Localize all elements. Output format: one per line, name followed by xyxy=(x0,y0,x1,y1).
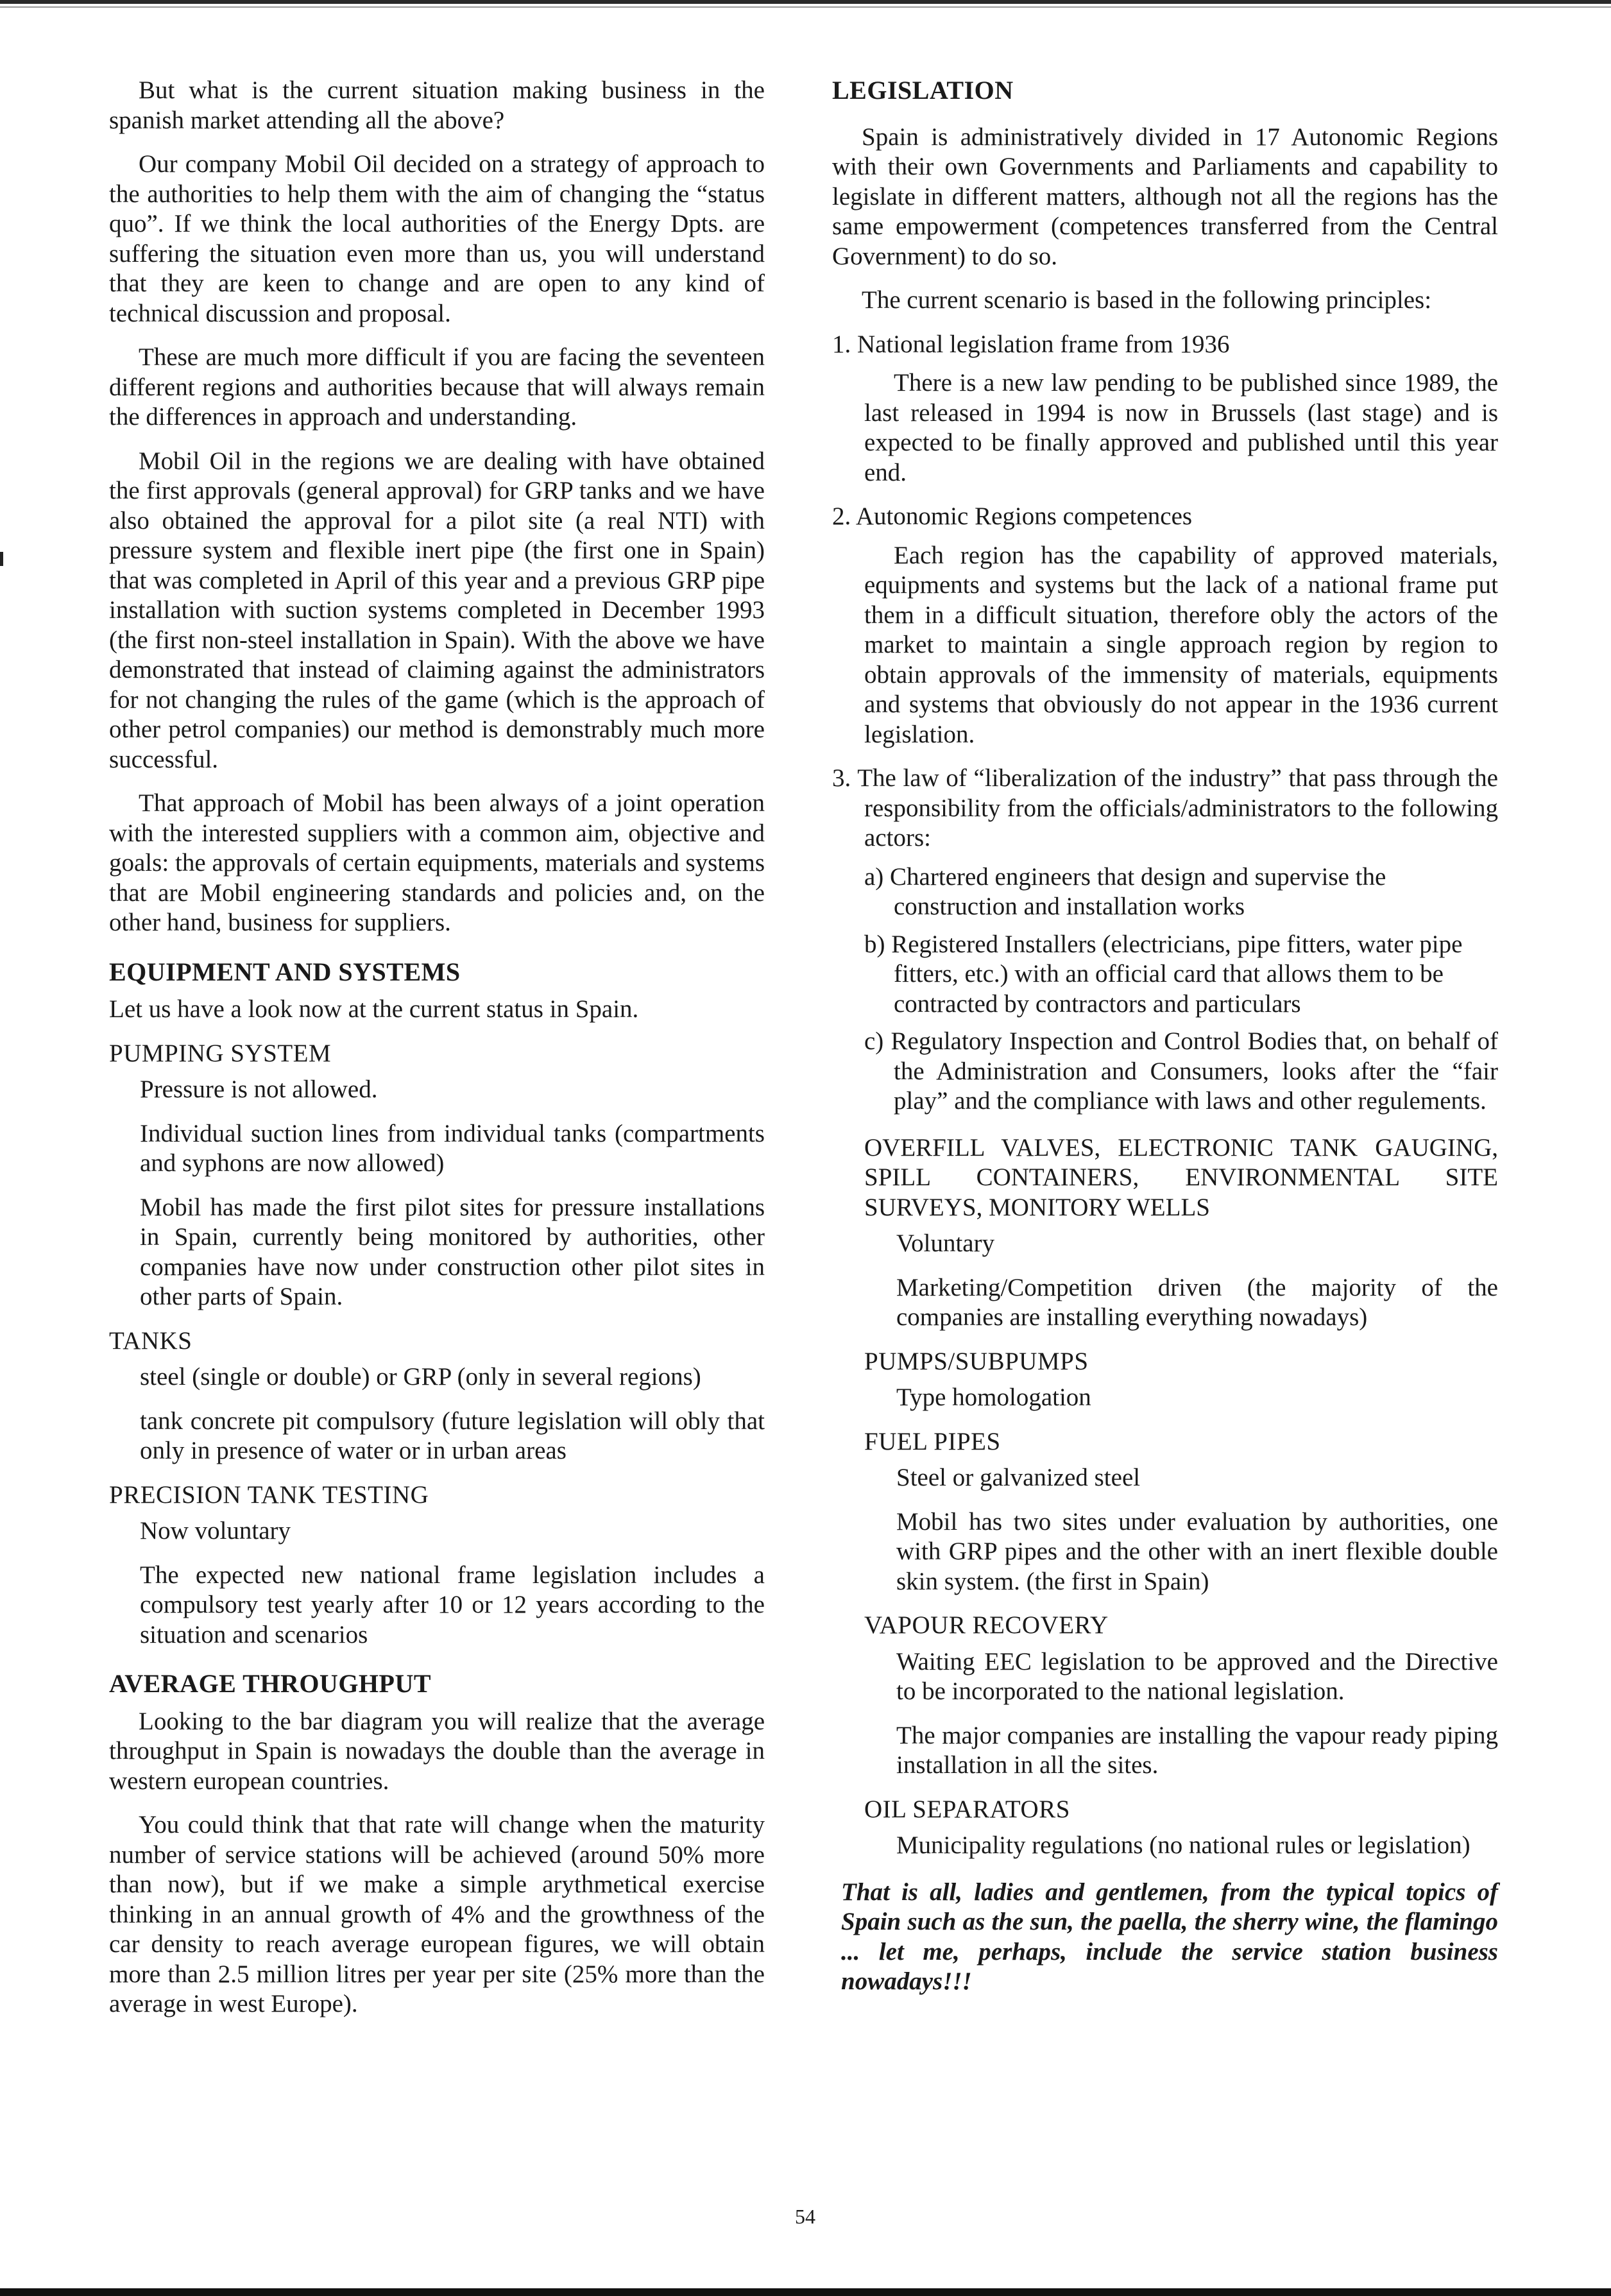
vapour-recovery-text-1: Waiting EEC legislation to be approved and the Directive to be incorporated to the national legislation. xyxy=(896,1647,1498,1705)
vapour-recovery-text-2: The major companies are installing the vapour ready piping installation in all the sites. xyxy=(896,1721,1498,1779)
tanks-heading: TANKS xyxy=(109,1326,192,1355)
principle-3-item-a: a) Chartered engineers that design and supervise the construction and installation works xyxy=(864,862,1386,920)
principle-2-title: 2. Autonomic Regions competences xyxy=(832,502,1193,530)
principle-3-title: 3. The law of “liberalization of the industry” that pass through the responsibility from the officials/administrators to the following actors: xyxy=(832,764,1498,852)
equipment-heading: EQUIPMENT AND SYSTEMS xyxy=(109,957,461,986)
principle-1-body: There is a new law pending to be published since 1989, the last released in 1994 is now in Brussels (last stage) and is expected to be finally approved and published until this year end. xyxy=(864,369,1498,486)
tank-testing-text-2: The expected new national frame legislation includes a compulsory test yearly after 10 or 12 years according to the situation and scenarios xyxy=(140,1561,765,1649)
throughput-text-2: You could think that that rate will change when the maturity number of service stations will be achieved (around 50% more than now), but if we make a simple arythmetical exercise thinking in an annual growth of 4% and the growthness of the car density to reach average european figures, we will obtain more than 2.5 million litres per year per site (25% more than the average in west Europe). xyxy=(109,1811,765,2018)
oil-separators-text-1: Municipality regulations (no national rules or legislation) xyxy=(896,1831,1470,1859)
pumping-text-1: Pressure is not allowed. xyxy=(140,1075,378,1103)
regions-paragraph: These are much more difficult if you are facing the seventeen different regions and authorities because that will always remain the differences in approach and understanding. xyxy=(109,343,765,431)
tanks-text-1: steel (single or double) or GRP (only in several regions) xyxy=(140,1363,701,1391)
top-border-rule xyxy=(0,0,1611,4)
fuel-pipes-text-2: Mobil has two sites under evaluation by authorities, one with GRP pipes and the other with an inert flexible double skin system. (the first in Spain) xyxy=(896,1507,1498,1595)
overfill-text-2: Marketing/Competition driven (the majority of the companies are installing everything nowadays) xyxy=(896,1273,1498,1331)
bottom-border-rule xyxy=(0,2288,1611,2296)
top-border-thin-rule xyxy=(0,6,1611,8)
pumping-text-3: Mobil has made the first pilot sites for pressure installations in Spain, currently being monitored by authorities, other companies have now under construction other pilot sites in other parts of Spain. xyxy=(140,1193,765,1310)
intro-paragraph: But what is the current situation making business in the spanish market attending all the above? xyxy=(109,76,765,134)
throughput-heading: AVERAGE THROUGHPUT xyxy=(109,1669,432,1698)
left-column xyxy=(109,76,765,2034)
throughput-text-1: Looking to the bar diagram you will realize that the average throughput in Spain is nowadays the double than the average in western european countries. xyxy=(109,1707,765,1795)
overfill-text-1: Voluntary xyxy=(896,1229,995,1257)
scan-margin-mark xyxy=(0,552,3,566)
pumps-text-1: Type homologation xyxy=(896,1384,1091,1411)
fuel-pipes-text-1: Steel or galvanized steel xyxy=(896,1464,1141,1491)
tank-testing-heading: PRECISION TANK TESTING xyxy=(109,1480,429,1509)
closing-remark: That is all, ladies and gentlemen, from the typical topics of Spain such as the sun, the paella, the sherry wine, the flamingo ... let me, perhaps, include the service station business nowadays!!! xyxy=(841,1878,1498,1995)
equipment-intro: Let us have a look now at the current status in Spain. xyxy=(109,995,639,1023)
principle-2-body: Each region has the capability of approved materials, equipments and systems but the lack of a national frame put them in a difficult situation, therefore obly the actors of the market to maintain a single approach region by region to obtain approvals of the immensity of materials, equipments and systems that obviously do not appear in the 1936 current legislation. xyxy=(864,541,1498,748)
vapour-recovery-heading: VAPOUR RECOVERY xyxy=(864,1611,1109,1639)
legislation-heading: LEGISLATION xyxy=(832,76,1014,105)
tank-testing-text-1: Now voluntary xyxy=(140,1517,291,1545)
overfill-heading: OVERFILL VALVES, ELECTRONIC TANK GAUGING, SPILL CONTAINERS, ENVIRONMENTAL SITE SURVEYS, MONITORY WELLS xyxy=(864,1133,1498,1221)
page-number: 54 xyxy=(795,2205,815,2228)
right-column xyxy=(832,76,1498,2011)
joint-operation-paragraph: That approach of Mobil has been always of a joint operation with the interested suppliers with a common aim, objective and goals: the approvals of certain equipments, materials and systems that are Mobil engineering standards and policies and, on the other hand, business for suppliers. xyxy=(109,789,765,936)
oil-separators-heading: OIL SEPARATORS xyxy=(864,1795,1070,1823)
fuel-pipes-heading: FUEL PIPES xyxy=(864,1427,1001,1455)
pumping-heading: PUMPING SYSTEM xyxy=(109,1039,332,1067)
pumping-text-2: Individual suction lines from individual tanks (compartments and syphons are now allowed) xyxy=(140,1119,765,1177)
legislation-principles: The current scenario is based in the following principles: xyxy=(862,286,1432,314)
approvals-paragraph: Mobil Oil in the regions we are dealing with have obtained the first approvals (general approval) for GRP tanks and we have also obtained the approval for a pilot site (a real NTI) with pressure system and flexible inert pipe (the first one in Spain) that was completed in April of this year and a previous GRP pipe installation with suction systems completed in December 1993 (the first non-steel installation in Spain). With the above we have demonstrated that instead of claiming against the administrators for not changing the rules of the game (which is the approach of other petrol companies) our method is demonstrably much more successful. xyxy=(109,447,765,773)
principle-1-title: 1. National legislation frame from 1936 xyxy=(832,330,1230,358)
tanks-text-2: tank concrete pit compulsory (future legislation will obly that only in presence of water or in urban areas xyxy=(140,1407,765,1464)
principle-3-item-c: c) Regulatory Inspection and Control Bodies that, on behalf of the Administration and Consumers, looks after the “fair play” and the compliance with laws and other regulements. xyxy=(864,1027,1498,1115)
legislation-intro: Spain is administratively divided in 17 Autonomic Regions with their own Governments and Parliaments and capability to legislate in different matters, although not all the regions has the same empowerment (competences transferred from the Central Government) to do so. xyxy=(832,123,1498,270)
principle-3-item-b: b) Registered Installers (electricians, pipe fitters, water pipe fitters, etc.) with an official card that allows them to be contracted by contractors and particulars xyxy=(864,930,1463,1018)
pumps-heading: PUMPS/SUBPUMPS xyxy=(864,1347,1089,1375)
strategy-paragraph: Our company Mobil Oil decided on a strategy of approach to the authorities to help them with the aim of changing the “status quo”. If we think the local authorities of the Energy Dpts. are suffering the situation even more than us, you will understand that they are keen to change and are open to any kind of technical discussion and proposal. xyxy=(109,150,765,327)
